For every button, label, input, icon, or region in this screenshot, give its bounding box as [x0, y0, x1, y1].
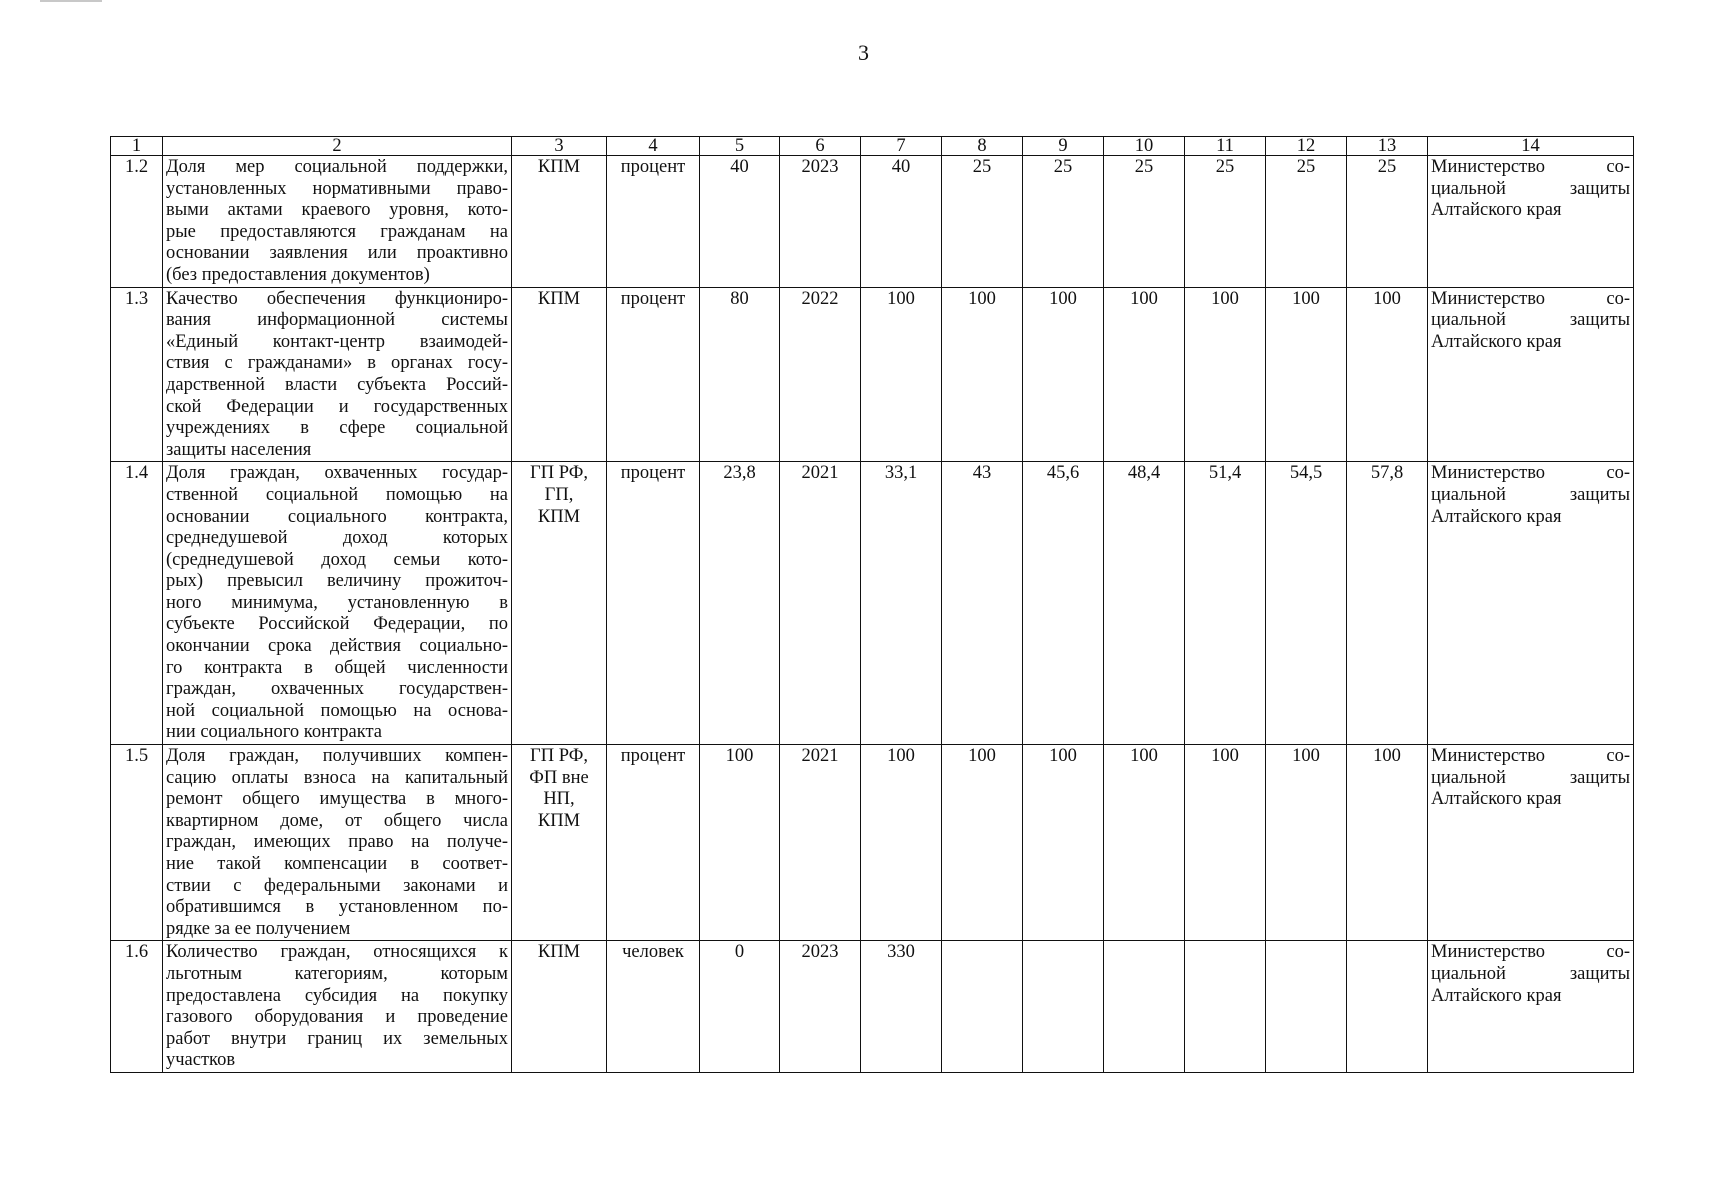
table-row [111, 941, 1634, 1073]
indicator-name-line: дарственной власти субъекта Россий- [166, 374, 508, 395]
column-number-11: 11 [1185, 137, 1266, 156]
base-year: 2021 [780, 745, 861, 941]
indicator-name-line: участков [166, 1050, 236, 1071]
base-value: 40 [700, 156, 780, 288]
indicator-name-line: выми актами краевого уровня, кото- [166, 200, 508, 221]
table-row [111, 745, 1634, 941]
indicator-name-line: основании социального контракта, [166, 506, 508, 527]
table-row [111, 156, 1634, 288]
indicator-name-line: льготным категориям, которым [166, 963, 508, 984]
indicator-name-line: граждан, имеющих право на получе- [166, 832, 508, 853]
base-year: 2023 [780, 941, 861, 1073]
target-value: 100 [1104, 745, 1185, 941]
column-number-6: 6 [780, 137, 861, 156]
indicator-source-line: ФП вне [529, 767, 589, 788]
target-value: 100 [942, 287, 1023, 462]
target-value: 100 [1266, 287, 1347, 462]
responsible-body [1428, 745, 1634, 941]
table-row [111, 287, 1634, 462]
unit-of-measure: процент [607, 156, 700, 288]
target-value: 57,8 [1347, 462, 1428, 745]
unit-of-measure: процент [607, 287, 700, 462]
indicator-name-line: предоставлена субсидия на покупку [166, 985, 508, 1006]
responsible-body-line: циальной защиты [1431, 767, 1630, 788]
responsible-body [1428, 287, 1634, 462]
indicator-name [163, 745, 512, 941]
row-number: 1.4 [111, 462, 163, 745]
base-value: 100 [700, 745, 780, 941]
target-value: 43 [942, 462, 1023, 745]
indicator-name-line: ного минимума, установленную в [166, 592, 508, 613]
indicator-source [512, 462, 607, 745]
target-value: 25 [942, 156, 1023, 288]
responsible-body-line: Министерство со- [1431, 942, 1630, 963]
column-number-13: 13 [1347, 137, 1428, 156]
responsible-body [1428, 156, 1634, 288]
indicator-name-line: нии социального контракта [166, 722, 383, 743]
indicator-name-line: Доля граждан, получивших компен- [166, 746, 508, 767]
responsible-body-line: циальной защиты [1431, 963, 1630, 984]
base-value: 0 [700, 941, 780, 1073]
column-number-14: 14 [1428, 137, 1634, 156]
target-value: 100 [861, 287, 942, 462]
target-value: 25 [1347, 156, 1428, 288]
indicator-name-line: Доля мер социальной поддержки, [166, 157, 508, 177]
base-year: 2021 [780, 462, 861, 745]
target-value: 25 [1104, 156, 1185, 288]
responsible-body [1428, 941, 1634, 1073]
indicator-name-line: ной социальной помощью на основа- [166, 700, 508, 721]
indicator-source [512, 156, 607, 288]
indicator-name [163, 462, 512, 745]
target-value: 100 [1266, 745, 1347, 941]
responsible-body-line: Министерство со- [1431, 746, 1630, 767]
target-value [1104, 941, 1185, 1073]
target-value: 48,4 [1104, 462, 1185, 745]
responsible-body-line: Алтайского края [1431, 985, 1562, 1006]
indicator-name-line: ствия с гражданами» в органах госу- [166, 353, 508, 374]
indicator-name [163, 287, 512, 462]
target-value: 100 [1104, 287, 1185, 462]
indicator-name-line: обратившимся в установленном по- [166, 897, 508, 918]
responsible-body-line: циальной защиты [1431, 310, 1630, 331]
responsible-body-line: Министерство со- [1431, 288, 1630, 309]
indicator-name-line: рядке за ее получением [166, 918, 351, 939]
target-value [1266, 941, 1347, 1073]
indicator-name-line: основании заявления или проактивно [166, 243, 508, 264]
target-value [1185, 941, 1266, 1073]
target-value: 45,6 [1023, 462, 1104, 745]
target-value: 100 [861, 745, 942, 941]
target-value: 51,4 [1185, 462, 1266, 745]
target-value [1023, 941, 1104, 1073]
base-value: 23,8 [700, 462, 780, 745]
responsible-body-line: Алтайского края [1431, 506, 1562, 527]
base-year: 2023 [780, 156, 861, 288]
indicator-source-line: НП, [543, 789, 575, 810]
indicator-source [512, 287, 607, 462]
indicator-name-line: субъекте Российской Федерации, по [166, 614, 508, 635]
target-value: 100 [1347, 745, 1428, 941]
target-value: 33,1 [861, 462, 942, 745]
indicator-source-line: КПМ [537, 810, 581, 831]
indicator-name-line: квартирном доме, от общего числа [166, 810, 508, 831]
column-number-row [111, 137, 1634, 156]
indicator-name-line: вания информационной системы [166, 310, 508, 331]
responsible-body-line: Министерство со- [1431, 463, 1630, 484]
column-number-4: 4 [607, 137, 700, 156]
column-number-3: 3 [512, 137, 607, 156]
scan-artifact [40, 0, 102, 2]
base-value: 80 [700, 287, 780, 462]
target-value: 100 [1185, 287, 1266, 462]
column-number-1: 1 [111, 137, 163, 156]
responsible-body-line: Алтайского края [1431, 331, 1562, 352]
indicator-name-line: ствии с федеральными законами и [166, 875, 508, 896]
indicator-name-line: среднедушевой доход которых [166, 528, 508, 549]
base-year: 2022 [780, 287, 861, 462]
target-value: 40 [861, 156, 942, 288]
indicator-name-line: Качество обеспечения функциониро- [166, 288, 508, 309]
indicators-table [110, 136, 1634, 1073]
target-value: 100 [942, 745, 1023, 941]
target-value: 25 [1185, 156, 1266, 288]
page-number: 3 [858, 40, 869, 65]
indicator-name-line: «Единый контакт-центр взаимодей- [166, 331, 508, 352]
indicator-name-line: газового оборудования и проведение [166, 1007, 508, 1028]
unit-of-measure: процент [607, 462, 700, 745]
indicator-name-line: (без предоставления документов) [166, 264, 430, 285]
column-number-8: 8 [942, 137, 1023, 156]
target-value: 100 [1023, 745, 1104, 941]
unit-of-measure: человек [607, 941, 700, 1073]
responsible-body [1428, 462, 1634, 745]
responsible-body-line: циальной защиты [1431, 484, 1630, 505]
indicator-name-line: установленных нормативными право- [166, 178, 508, 199]
indicator-name-line: (среднедушевой доход семьи кото- [166, 549, 508, 570]
indicator-name-line: ской Федерации и государственных [166, 396, 508, 417]
indicator-source-line: КПМ [537, 288, 581, 309]
unit-of-measure: процент [607, 745, 700, 941]
indicator-source-line: ГП РФ, [530, 746, 588, 767]
row-number: 1.3 [111, 287, 163, 462]
indicator-source-line: ГП, [544, 484, 574, 505]
row-number: 1.2 [111, 156, 163, 288]
indicator-source-line: КПМ [537, 157, 581, 177]
indicator-name-line: Доля граждан, охваченных государ- [166, 463, 508, 484]
column-number-2: 2 [163, 137, 512, 156]
indicator-name-line: сацию оплаты взноса на капитальный [166, 767, 508, 788]
table-row [111, 462, 1634, 745]
target-value: 100 [1347, 287, 1428, 462]
indicator-name-line: учреждениях в сфере социальной [166, 418, 508, 439]
target-value: 25 [1023, 156, 1104, 288]
target-value: 54,5 [1266, 462, 1347, 745]
target-value [942, 941, 1023, 1073]
row-number: 1.5 [111, 745, 163, 941]
indicator-name-line: граждан, охваченных государствен- [166, 679, 508, 700]
indicator-name-line: защиты населения [166, 439, 312, 460]
column-number-5: 5 [700, 137, 780, 156]
indicator-source-line: КПМ [537, 942, 581, 963]
target-value: 330 [861, 941, 942, 1073]
responsible-body-line: Министерство со- [1431, 157, 1630, 177]
target-value: 100 [1023, 287, 1104, 462]
indicator-name-line: работ внутри границ их земельных [166, 1028, 508, 1049]
column-number-7: 7 [861, 137, 942, 156]
indicator-name-line: рых) превысил величину прожиточ- [166, 571, 508, 592]
indicator-source-line: КПМ [537, 506, 581, 527]
responsible-body-line: Алтайского края [1431, 200, 1562, 221]
indicator-name-line: го контракта в общей численности [166, 657, 508, 678]
target-value: 100 [1185, 745, 1266, 941]
target-value: 25 [1266, 156, 1347, 288]
column-number-10: 10 [1104, 137, 1185, 156]
indicator-name-line: рые предоставляются гражданам на [166, 221, 508, 242]
indicator-name-line: ремонт общего имущества в много- [166, 789, 508, 810]
row-number: 1.6 [111, 941, 163, 1073]
column-number-12: 12 [1266, 137, 1347, 156]
column-number-9: 9 [1023, 137, 1104, 156]
responsible-body-line: циальной защиты [1431, 178, 1630, 199]
indicator-name-line: ние такой компенсации в соответ- [166, 854, 508, 874]
indicator-source [512, 941, 607, 1073]
indicator-name [163, 156, 512, 288]
responsible-body-line: Алтайского края [1431, 789, 1562, 810]
target-value [1347, 941, 1428, 1073]
indicator-name [163, 941, 512, 1073]
indicator-source [512, 745, 607, 941]
indicator-source-line: ГП РФ, [530, 463, 588, 484]
indicator-name-line: ственной социальной помощью на [166, 484, 508, 505]
indicator-name-line: окончании срока действия социально- [166, 636, 508, 657]
indicator-name-line: Количество граждан, относящихся к [166, 942, 508, 963]
